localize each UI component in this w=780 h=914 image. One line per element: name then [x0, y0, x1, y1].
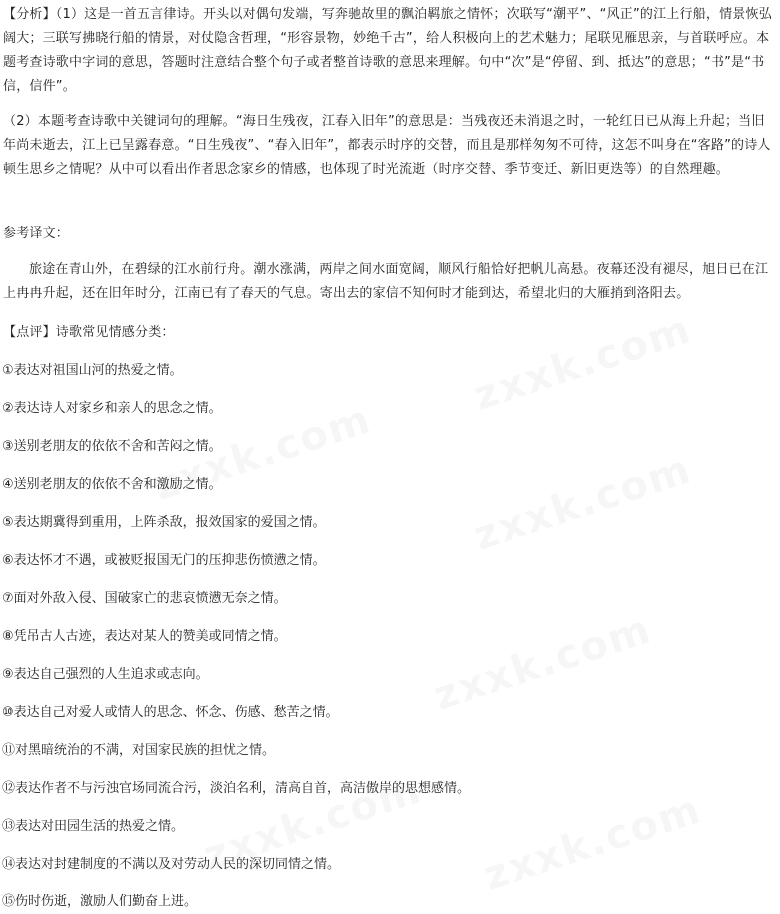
watermark: [468, 446, 697, 559]
list-item: ⑤表达期冀得到重用，上阵杀敌，报效国家的爱国之情。: [2, 515, 326, 530]
translation-body: 旅途在青山外，在碧绿的江水前行舟。潮水涨满，两岸之间水面宽阔，顺风行船恰好把帆儿高悬。夜幕还没有褪尽，旭日已在江上冉冉升起，还在旧年时分，江南已有了春天的气息。寄出去的家信不知何时才能到达，希望北归的大雁捎到洛阳去。: [3, 262, 769, 301]
comment-heading: 【点评】诗歌常见情感分类：: [3, 325, 175, 340]
list-item: ②表达诗人对家乡和亲人的思念之情。: [2, 401, 222, 416]
translation-heading: 参考译文：: [3, 226, 70, 241]
list-item: ⑮伤时伤逝，激励人们勤奋上进。: [2, 894, 198, 909]
list-item: ⑫表达作者不与污浊官场同流合污，淡泊名利，清高自首，高洁傲岸的思想感情。: [2, 781, 471, 796]
list-item: ⑧凭吊古人古迹，表达对某人的赞美或同情之情。: [2, 629, 287, 644]
list-item: ⑥表达怀才不遇，或被贬报国无门的压抑悲伤愤懑之情。: [2, 553, 326, 568]
list-item: ⑪对黑暗统治的不满，对国家民族的担忧之情。: [2, 743, 276, 758]
analysis-paragraph-1: 【分析】（1）这是一首五言律诗。开头以对偶句发端，写奔驰故里的飘泊羁旅之情怀；次联写“潮平”、“风正”的江上行船，情景恢弘阔大；三联写拂晓行船的情景，对仗隐含哲理，“形容景物，妙绝千古”，给人积极向上的艺术魅力；尾联见雁思亲，与首联呼应。本题考查诗歌中字词的意思，答题时注意结合整个句子或者整首诗歌的意思来理解。句中“次”是“停留、到、抵达”的意思；“书”是“书信，信件”。: [3, 7, 772, 94]
list-item: ①表达对祖国山河的热爱之情。: [2, 363, 183, 378]
list-item: ⑭表达对封建制度的不满以及对劳动人民的深切同情之情。: [2, 857, 341, 872]
list-item: ⑨表达自己强烈的人生追求或志向。: [2, 667, 209, 682]
list-item: ⑦面对外敌入侵、国破家亡的悲哀愤懑无奈之情。: [2, 591, 287, 606]
analysis-paragraph-2: （2）本题考查诗歌中关键词句的理解。“海日生残夜，江春入旧年”的意思是：当残夜还未消退之时，一轮红日已从海上升起；当旧年尚未逝去，江上已呈露春意。“日生残夜”、“春入旧年”，都表示时序的交替，而且是那样匆匆不可待，这怎不叫身在“客路”的诗人顿生思乡之情呢？从中可以看出作者思念家乡的情感，也体现了时光流逝（时序交替、季节变迁、新旧更迭等）的自然理趣。: [3, 114, 771, 177]
watermark: [478, 786, 707, 899]
list-item: ③送别老朋友的依依不舍和苦闷之情。: [2, 439, 222, 454]
list-item: ⑩表达自己对爱人或情人的思念、怀念、伤感、愁苦之情。: [2, 705, 339, 720]
list-item: ⑬表达对田园生活的热爱之情。: [2, 819, 185, 834]
list-item: ④送别老朋友的依依不舍和激励之情。: [2, 477, 222, 492]
